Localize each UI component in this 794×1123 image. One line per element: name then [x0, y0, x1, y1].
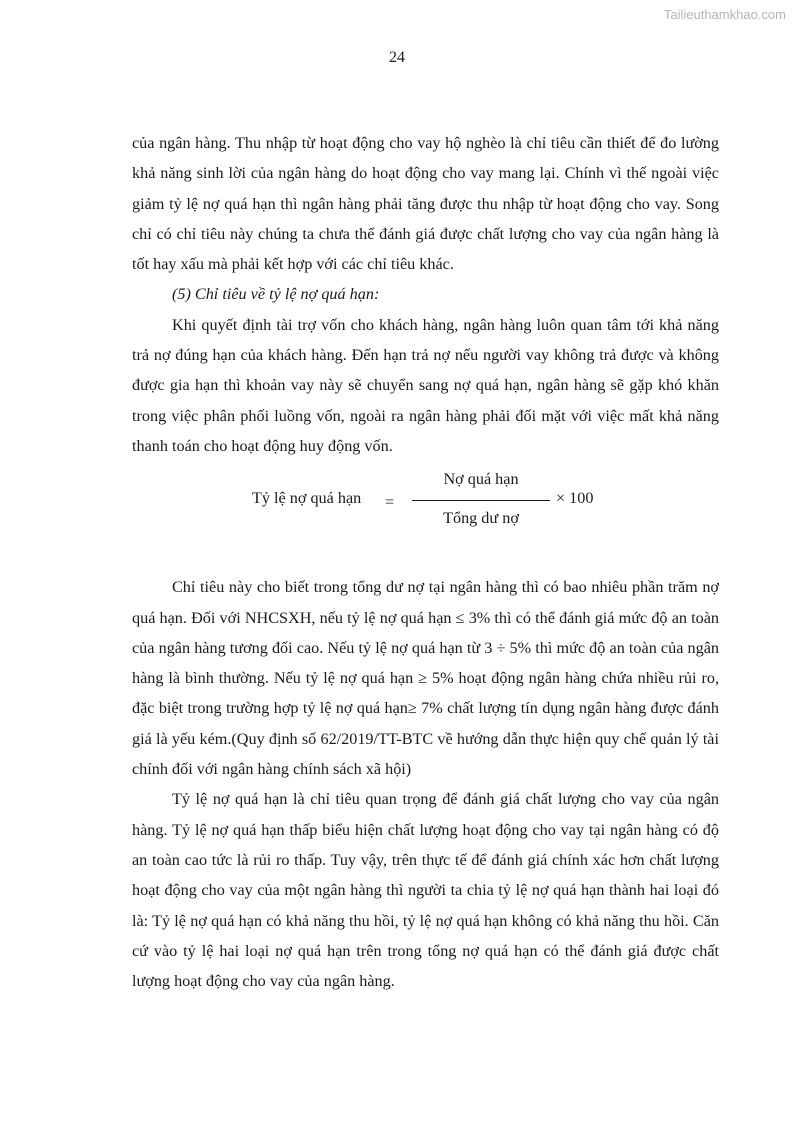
document-body	[132, 128, 719, 996]
formula-multiplier: × 100	[556, 489, 594, 508]
watermark-text: Tailieuthamkhao.com	[663, 7, 786, 22]
formula-fraction-bar	[412, 500, 550, 501]
page-number: 24	[389, 49, 405, 66]
overdue-ratio-formula	[132, 468, 719, 568]
paragraph-income-continuation: của ngân hàng. Thu nhập từ hoạt động cho vay hộ nghèo là chỉ tiêu cần thiết để đo lường khả năng sinh lời của ngân hàng do hoạt động cho vay mang lại. Chính vì thế ngoài việc giảm tỷ lệ nợ quá hạn thì ngân hàng phải tăng được thu nhập từ hoạt động cho vay. Song chỉ có chỉ tiêu này chúng ta chưa thể đánh giá được chất lượng cho vay của ngân hàng là tốt hay xấu mà phải kết hợp với các chỉ tiêu khác.	[132, 134, 719, 274]
formula-denominator: Tổng dư nợ	[443, 509, 519, 528]
formula-numerator: Nợ quá hạn	[443, 470, 519, 489]
formula-label: Tỷ lệ nợ quá hạn	[252, 489, 362, 508]
formula-equals-sign: =	[385, 493, 395, 512]
section-heading-overdue-ratio: (5) Chỉ tiêu về tỷ lệ nợ quá hạn:	[172, 285, 380, 304]
paragraph-repayment-ability: Khi quyết định tài trợ vốn cho khách hàng, ngân hàng luôn quan tâm tới khả năng trả nợ đúng hạn của khách hàng. Đến hạn trả nợ nếu người vay không trả được và không được gia hạn thì khoản vay này sẽ chuyển sang nợ quá hạn, ngân hàng sẽ gặp khó khăn trong việc phân phối luồng vốn, ngoài ra ngân hàng phải đối mặt với việc mất khả năng thanh toán cho hoạt động huy động vốn.	[132, 315, 719, 455]
paragraph-indicator-meaning: Chỉ tiêu này cho biết trong tổng dư nợ tại ngân hàng thì có bao nhiêu phần trăm nợ quá hạn. Đối với NHCSXH, nếu tỷ lệ nợ quá hạn ≤ 3% thì có thể đánh giá mức độ an toàn của ngân hàng tương đối cao. Nếu tỷ lệ nợ quá hạn từ 3 ÷ 5% thì mức độ an toàn của ngân hàng là bình thường. Nếu tỷ lệ nợ quá hạn ≥ 5% hoạt động ngân hàng chứa nhiều rủi ro, đặc biệt trong trường hợp tỷ lệ nợ quá hạn≥ 7% chất lượng tín dụng ngân hàng được đánh giá là yếu kém.(Quy định số 62/2019/TT-BTC về hướng dẫn thực hiện quy chế quản lý tài chính đối với ngân hàng chính sách xã hội)	[132, 578, 719, 779]
paragraph-indicator-importance: Tỷ lệ nợ quá hạn là chỉ tiêu quan trọng để đánh giá chất lượng cho vay của ngân hàng. Tỷ lệ nợ quá hạn thấp biểu hiện chất lượng hoạt động cho vay tại ngân hàng có độ an toàn cao tức là rủi ro thấp. Tuy vậy, trên thực tế để đánh giá chính xác hơn chất lượng hoạt động cho vay của một ngân hàng thì người ta chia tỷ lệ nợ quá hạn thành hai loại đó là: Tỷ lệ nợ quá hạn có khả năng thu hồi, tỷ lệ nợ quá hạn không có khả năng thu hồi. Căn cứ vào tỷ lệ hai loại nợ quá hạn trên trong tổng nợ quá hạn có thể đánh giá được chất lượng hoạt động cho vay của ngân hàng.	[132, 790, 719, 991]
